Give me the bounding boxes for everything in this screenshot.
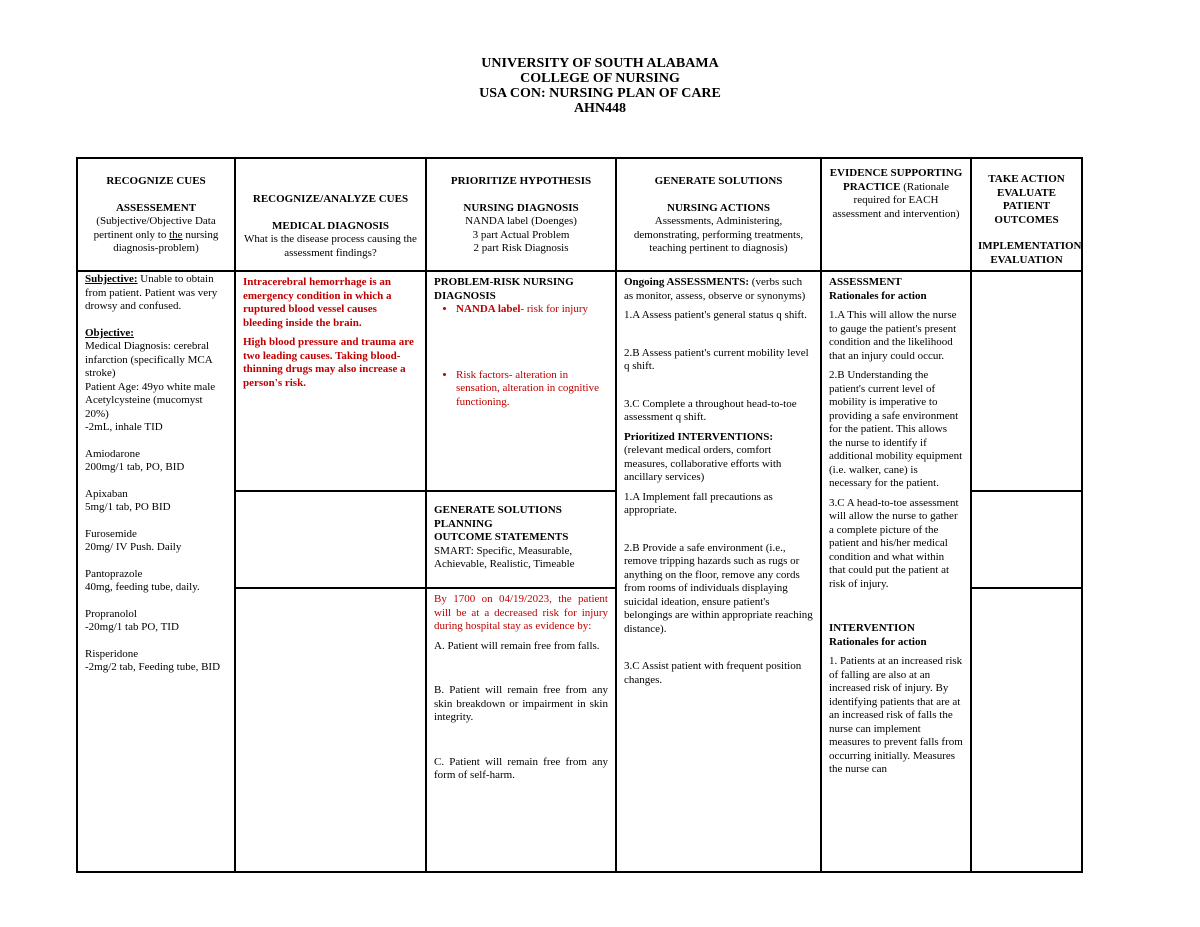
objective-label: Objective:: [85, 326, 134, 339]
medical-diagnosis-empty: [235, 588, 426, 872]
col2-sub: MEDICAL DIAGNOSIS: [271, 219, 390, 232]
planning-title: GENERATE SOLUTIONS: [434, 504, 562, 516]
outcome-goal: By 1700 on 04/19/2023, the patient will be at a decreased risk for injury during hospital stay as evidence by:: [434, 593, 608, 632]
med-dose: 40mg, feeding tube, daily.: [85, 581, 200, 593]
medical-diagnosis-causes: High blood pressure and trauma are two leading causes. Taking blood-thinning drugs may also increase a person's risk.: [243, 336, 414, 389]
plan-title: USA CON: NURSING PLAN OF CARE: [479, 86, 721, 101]
col3-line2: 3 part Actual Problem: [472, 228, 570, 241]
col1-sub: ASSESSEMENT: [115, 201, 197, 214]
intervention-action: 2.B Provide a safe environment (i.e., remove tripping hazards such as rugs or anything on the floor, remove any cords from rooms of individuals displaying suicidal ideation, ensure patient's belongings are within appropriate reaching distance).: [624, 541, 813, 635]
rationales-cell: [821, 271, 971, 872]
intervention-action: 3.C Assist patient with frequent position changes.: [624, 660, 802, 686]
med-name: Amiodarone: [85, 447, 140, 460]
col2-title: RECOGNIZE/ANALYZE CUES: [252, 193, 409, 205]
col1-title: RECOGNIZE CUES: [106, 175, 206, 187]
risk-factors-item: • Risk factors- alteration in sensation, alteration in cognitive functioning.: [456, 369, 608, 410]
evaluation-cell-1: [971, 271, 1082, 491]
col4-sub: NURSING ACTIONS: [667, 201, 770, 214]
col3-title: PRIORITIZE HYPOTHESIS: [450, 175, 592, 187]
col2-desc: What is the disease process causing the assessment findings?: [244, 233, 417, 259]
planning-sub: PLANNING: [434, 517, 493, 530]
assessment-action: 2.B Assess patient's current mobility level q shift.: [624, 346, 809, 372]
med-name: Furosemide: [85, 527, 137, 540]
care-plan-table: [76, 157, 1083, 873]
medical-diagnosis-cell: [235, 271, 426, 491]
planning-header-cell: [426, 491, 616, 588]
med-name: Risperidone: [85, 647, 139, 660]
outcome-statements-label: OUTCOME STATEMENTS: [434, 531, 569, 543]
col-header-nursing-actions: [616, 158, 821, 271]
med-dose: 200mg/1 tab, PO, BID: [85, 461, 185, 473]
col-header-evidence: [821, 158, 971, 271]
nursing-dx-title: PROBLEM-RISK NURSING DIAGNOSIS: [434, 276, 574, 302]
outcome-item: B. Patient will remain free from any skin breakdown or impairment in skin integrity.: [434, 684, 608, 723]
nursing-actions-cell: [616, 271, 821, 872]
college-title: COLLEGE OF NURSING: [520, 71, 680, 86]
med-name: Pantoprazole: [85, 567, 143, 580]
col-header-nursing-diagnosis: [426, 158, 616, 271]
med-dose: -2mg/2 tab, Feeding tube, BID: [85, 661, 221, 673]
intervention-rationale-title: INTERVENTION: [829, 622, 915, 634]
rationale-item: 3.C A head-to-toe assessment will allow the nurse to gather a complete picture of the patient and his/her medical condition and what within that could put the patient at risk of injury.: [829, 496, 959, 590]
medical-diagnosis-empty: [235, 491, 426, 588]
smart-desc: SMART: Specific, Measurable, Achievable, Realistic, Timeable: [434, 544, 575, 570]
col3-line1: NANDA label (Doenges): [465, 215, 577, 227]
nursing-diagnosis-cell: [426, 271, 616, 491]
nanda-label-item: • NANDA label- risk for injury: [456, 303, 608, 317]
med-name: Apixaban: [85, 487, 128, 500]
rationale-item: 2.B Understanding the patient's current level of mobility is imperative to providing a safe environment for the patient. This allows the nurse to identify if additional mobility equipment (i.e. walker, cane) is necessary for the patient.: [829, 369, 963, 489]
objective-line: Acetylcysteine (mucomyst 20%): [85, 394, 203, 420]
col-header-medical-diagnosis: [235, 158, 426, 271]
medical-diagnosis-text: Intracerebral hemorrhage is an emergency condition in which a ruptured blood vessel causes bleeding inside the brain.: [243, 276, 392, 329]
assessment-action: 3.C Complete a throughout head-to-toe assessment q shift.: [624, 397, 797, 423]
col3-line3: 2 part Risk Diagnosis: [473, 242, 569, 254]
university-title: UNIVERSITY OF SOUTH ALABAMA: [481, 56, 719, 71]
rationale-item: 1.A This will allow the nurse to gauge the patient's present condition and the likelihood that an injury could occur.: [829, 309, 957, 362]
subjective-data: Subjective: Unable to obtain from patient. Patient was very drowsy and confused.: [85, 273, 218, 312]
col5-title: EVIDENCE SUPPORTING PRACTICE: [829, 167, 963, 193]
med-dose: 5mg/1 tab, PO BID: [85, 501, 171, 513]
assessment-rationale-sub: Rationales for action: [829, 289, 927, 302]
interventions-desc: (relevant medical orders, comfort measures, collaborative efforts with ancillary services): [624, 444, 782, 483]
document-header: [0, 56, 1200, 116]
col4-desc: Assessments, Administering, demonstrating, performing treatments, teaching pertinent to diagnosis): [633, 215, 804, 254]
course-code: AHN448: [573, 101, 627, 116]
col-header-evaluation: [971, 158, 1082, 271]
med-dose: 20mg/ IV Push. Daily: [85, 541, 182, 553]
col6-sub: IMPLEMENTATION EVALUATION: [978, 240, 1082, 266]
interventions-label: Prioritized INTERVENTIONS:: [624, 430, 774, 443]
evaluation-cell-3: [971, 588, 1082, 872]
objective-line: Patient Age: 49yo white male: [85, 380, 216, 393]
assessment-action: 1.A Assess patient's general status q shift.: [624, 309, 807, 321]
objective-line: -2mL, inhale TID: [85, 421, 163, 433]
col5-desc: (Rationale required for EACH assessment and intervention): [832, 180, 960, 220]
objective-line: Medical Diagnosis: cerebral infarction (specifically MCA stroke): [85, 340, 213, 379]
col4-title: GENERATE SOLUTIONS: [654, 175, 783, 187]
ongoing-assessments: Ongoing ASSESSMENTS: (verbs such as monitor, assess, observe or synonyms): [624, 276, 806, 302]
rationale-item: 1. Patients at an increased risk of falling are also at an increased risk of injury. By identifying patients that are at an increased risk of falls the nurse can implement measures to prevent falls from occurring initially. Measures the nurse can: [829, 655, 963, 775]
outcome-item: C. Patient will remain free from any form of self-harm.: [434, 755, 608, 781]
evaluation-cell-2: [971, 491, 1082, 588]
assessment-rationale-title: ASSESSMENT: [829, 276, 902, 288]
intervention-rationale-sub: Rationales for action: [829, 635, 927, 648]
col3-sub: NURSING DIAGNOSIS: [463, 201, 579, 214]
assessment-cell: [77, 271, 235, 872]
intervention-action: 1.A Implement fall precautions as appropriate.: [624, 490, 773, 516]
outcome-item: A. Patient will remain free from falls.: [434, 639, 600, 652]
med-name: Propranolol: [85, 607, 137, 620]
col-header-recognize-cues: [77, 158, 235, 271]
med-dose: -20mg/1 tab PO, TID: [85, 621, 179, 633]
col1-desc: (Subjective/Objective Data pertinent only to the nursing diagnosis-problem): [93, 215, 219, 254]
col6-title: TAKE ACTION EVALUATE PATIENT OUTCOMES: [988, 173, 1065, 226]
outcomes-cell: [426, 588, 616, 872]
